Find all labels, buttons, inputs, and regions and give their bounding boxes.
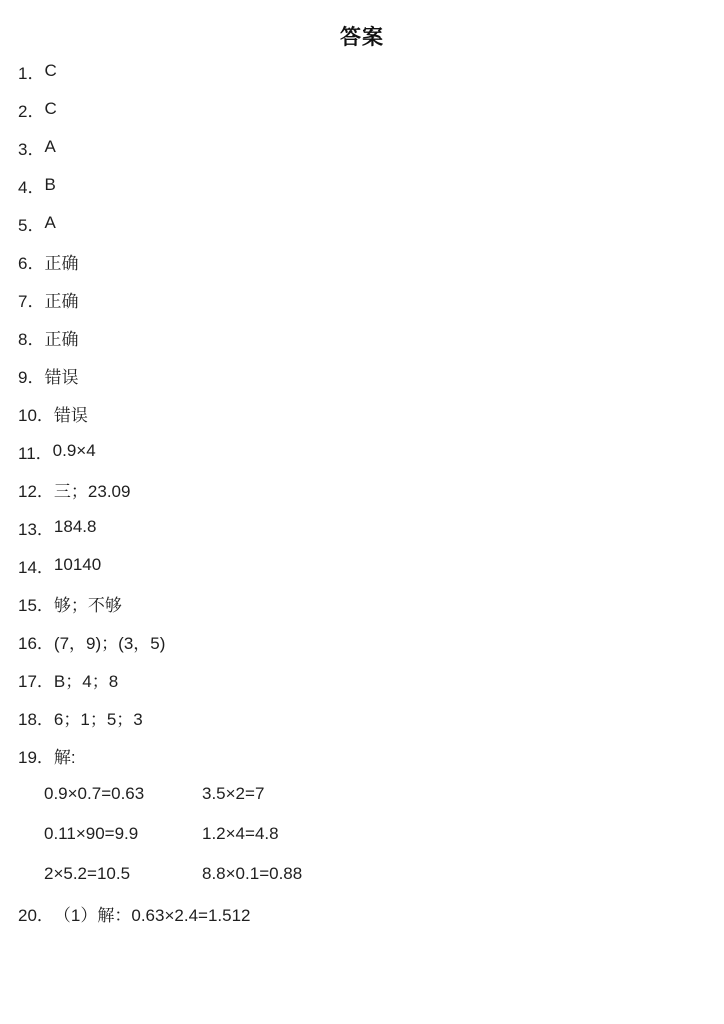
equation-col2: 3.5×2=7 (202, 784, 265, 803)
item-number: 1． (18, 63, 45, 83)
answer-item-5 (0, 204, 724, 242)
equation-row-3 (0, 854, 724, 894)
item-number: 18． (18, 709, 54, 729)
item-answer: B；4；8 (53, 671, 119, 691)
answer-item-13 (0, 508, 724, 546)
item-answer: 正确 (44, 253, 79, 273)
item-number: 16． (18, 633, 54, 653)
item-number: 20． (18, 905, 54, 925)
item-number: 12． (18, 481, 54, 501)
answer-item-16 (0, 622, 724, 660)
item-answer: 0.9×4 (52, 441, 96, 460)
answer-item-1 (0, 52, 724, 90)
answer-item-9 (0, 356, 724, 394)
equation-col1: 2×5.2=10.5 (44, 864, 131, 883)
item-answer: 错误 (44, 367, 79, 387)
item-number: 10． (18, 405, 54, 425)
page-title: 答案 (340, 26, 384, 49)
item-answer: 10140 (53, 555, 102, 574)
item-number: 2． (18, 101, 45, 121)
answer-item-11 (0, 432, 724, 470)
item-number: 19． (18, 747, 54, 767)
item-number: 15． (18, 595, 54, 615)
answer-item-3 (0, 128, 724, 166)
item-answer: (7，9)；(3，5) (53, 633, 166, 653)
item-number: 8． (18, 329, 45, 349)
answer-item-12 (0, 470, 724, 508)
item-number: 13． (18, 519, 54, 539)
item-number: 14． (18, 557, 54, 577)
answer-item-14 (0, 546, 724, 584)
answer-item-20 (0, 894, 724, 932)
item-answer: C (44, 99, 57, 118)
answer-item-17 (0, 660, 724, 698)
item-answer: 错误 (53, 405, 88, 425)
item-number: 6． (18, 253, 45, 273)
equation-col1: 0.9×0.7=0.63 (44, 784, 145, 803)
item-number: 4． (18, 177, 45, 197)
item-answer: C (44, 61, 57, 80)
equation-row-1 (0, 774, 724, 814)
equation-col2: 1.2×4=4.8 (202, 824, 279, 843)
item-number: 9． (18, 367, 45, 387)
item-answer: 184.8 (53, 517, 97, 536)
item-answer: A (44, 137, 56, 156)
equation-col1: 0.11×90=9.9 (44, 824, 139, 843)
item-answer: 解: (53, 747, 76, 767)
answer-item-15 (0, 584, 724, 622)
item-number: 3． (18, 139, 45, 159)
answer-item-4 (0, 166, 724, 204)
answer-item-6 (0, 242, 724, 280)
answer-item-19 (0, 736, 724, 774)
item-number: 17． (18, 671, 54, 691)
equation-col2: 8.8×0.1=0.88 (202, 864, 303, 883)
answer-item-10 (0, 394, 724, 432)
answer-item-18 (0, 698, 724, 736)
answer-list (0, 52, 724, 932)
item-answer: （1）解：0.63×2.4=1.512 (53, 905, 251, 925)
equation-row-2 (0, 814, 724, 854)
item-number: 7． (18, 291, 45, 311)
item-answer: 正确 (44, 291, 79, 311)
item-answer: 正确 (44, 329, 79, 349)
item-answer: 够；不够 (53, 595, 122, 615)
item-number: 5． (18, 215, 45, 235)
answer-item-2 (0, 90, 724, 128)
answer-item-8 (0, 318, 724, 356)
answer-item-7 (0, 280, 724, 318)
item-answer: B (44, 175, 56, 194)
item-answer: 6；1；5；3 (53, 709, 143, 729)
item-number: 11． (18, 443, 53, 463)
item-answer: A (44, 213, 56, 232)
item-answer: 三；23.09 (53, 481, 131, 501)
